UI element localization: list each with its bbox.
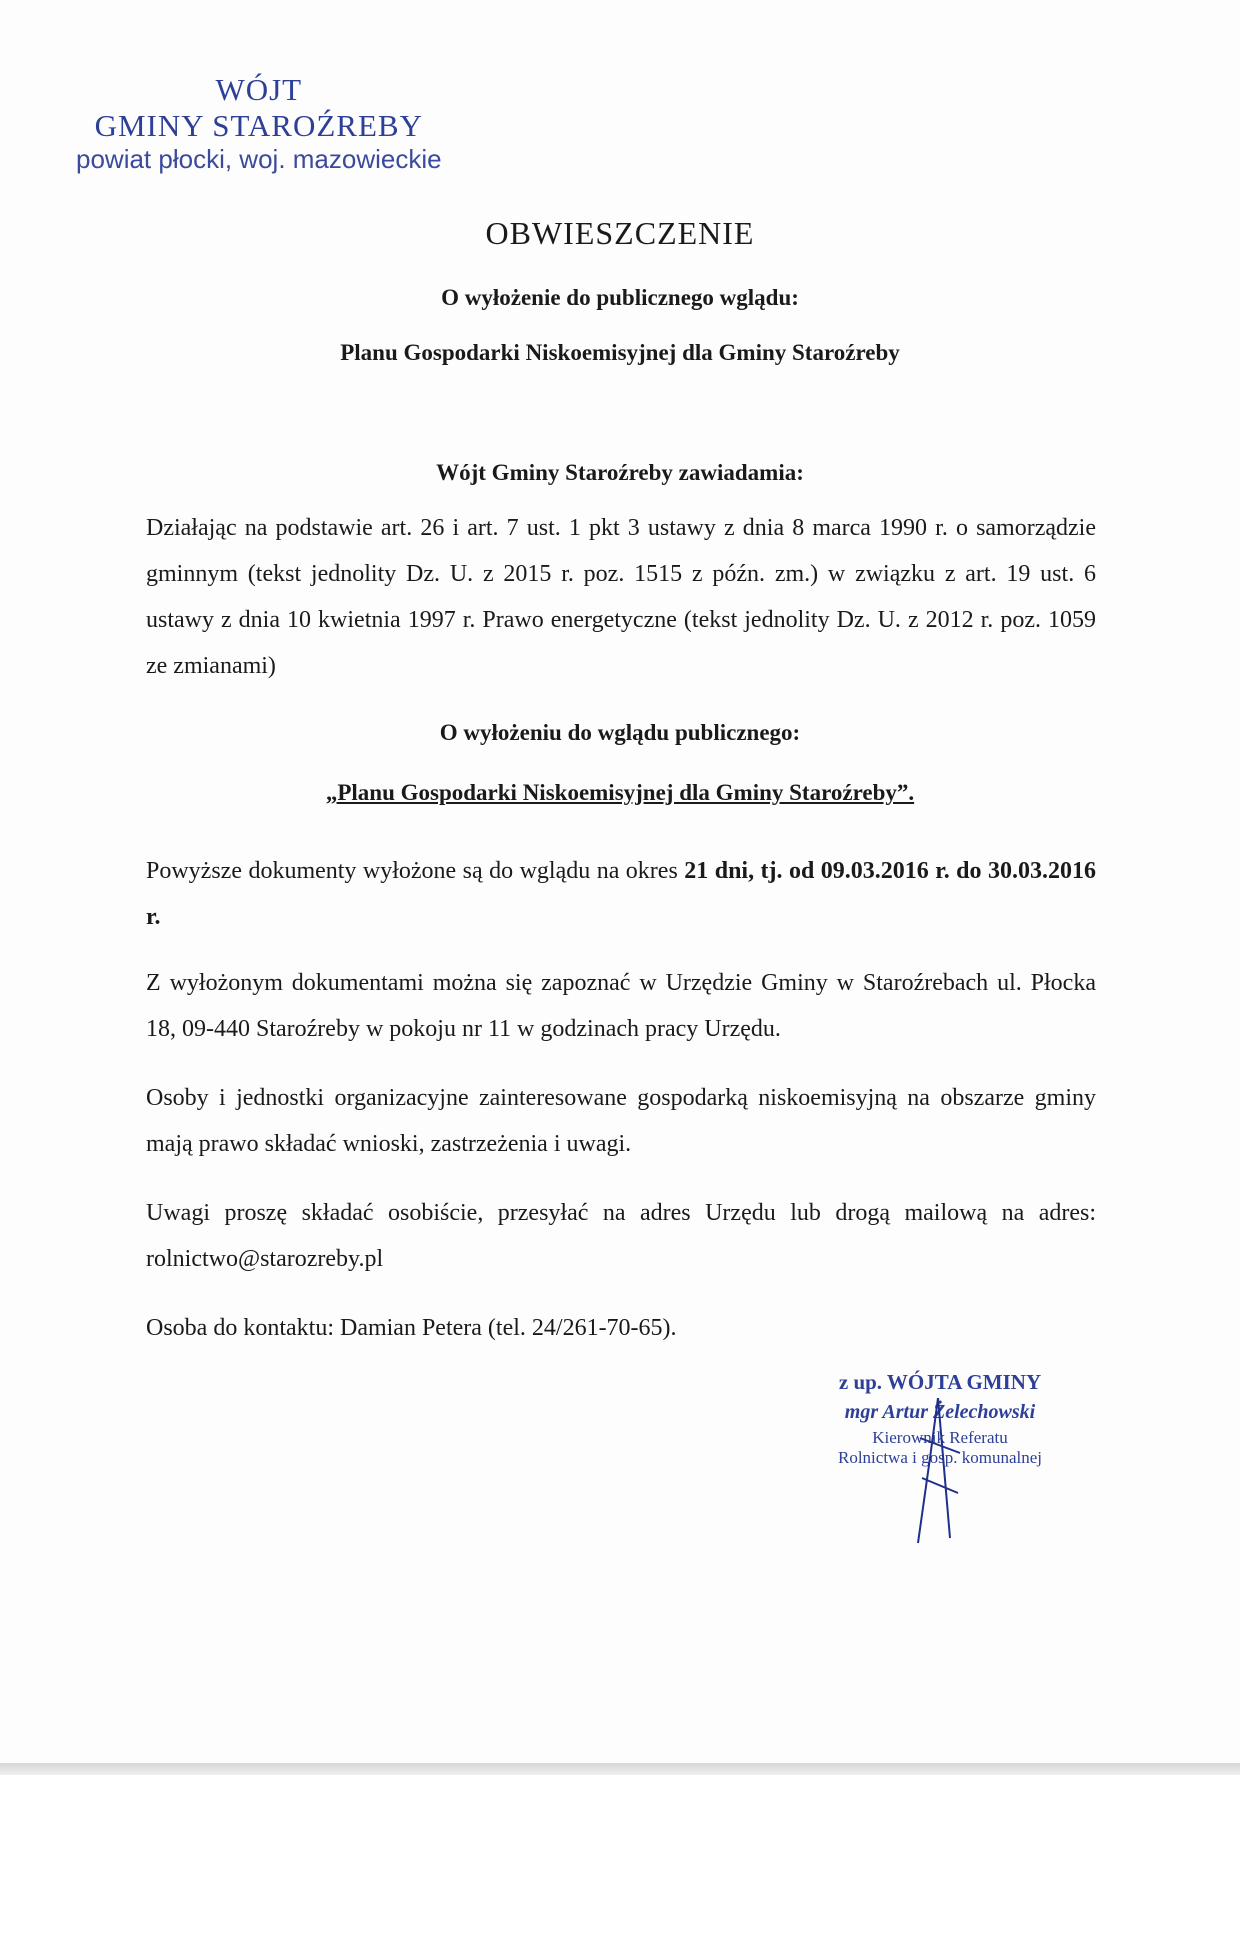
subtitle-public-view: O wyłożeniu do wglądu publicznego:	[439, 720, 801, 745]
subtitle-plan-quoted: „Planu Gospodarki Niskoemisyjnej dla Gminy Staroźreby”.	[325, 780, 915, 805]
submission-paragraph: Uwagi proszę składać osobiście, przesyłać na adres Urzędu lub drogą mailową na adres: rolnictwo@starozreby.pl	[146, 1200, 1096, 1272]
letterhead-location: powiat płocki, woj. mazowieckie	[76, 144, 442, 174]
letterhead	[76, 72, 442, 174]
handwritten-signature-icon	[900, 1398, 970, 1548]
stamp-authority: z up. WÓJTA GMINY	[838, 1370, 1042, 1394]
scan-edge	[0, 1763, 1240, 1775]
subtitle-plan: Planu Gospodarki Niskoemisyjnej dla Gminy Staroźreby	[340, 340, 900, 365]
announcement-heading: Wójt Gminy Staroźreby zawiadamia:	[436, 460, 804, 485]
legal-basis-paragraph: Działając na podstawie art. 26 i art. 7 ust. 1 pkt 3 ustawy z dnia 8 marca 1990 r. o samorządzie gminnym (tekst jednolity Dz. U. z 2015 r. poz. 1515 z późn. zm.) w związku z art. 19 ust. 6 ustawy z dnia 10 kwietnia 1997 r. Prawo energetyczne (tekst jednolity Dz. U. z 2012 r. poz. 1059 ze zmianami)	[146, 515, 1096, 679]
subtitle-display: O wyłożenie do publicznego wglądu:	[441, 285, 799, 310]
stamp-department: Rolnictwa i gosp. komunalnej	[838, 1448, 1042, 1467]
letterhead-office: GMINY STAROŹREBY	[94, 108, 423, 143]
display-period-text: Powyższe dokumenty wyłożone są do wglądu na okres	[146, 858, 685, 884]
display-period-dates: 21 dni, tj. od 09.03.2016 r. do 30.03.2016 r.	[146, 858, 1096, 930]
rights-paragraph: Osoby i jednostki organizacyjne zainteresowane gospodarką niskoemisyjną na obszarze gminy mają prawo składać wnioski, zastrzeżenia i uwagi.	[146, 1085, 1096, 1157]
letterhead-title: WÓJT	[215, 72, 303, 107]
display-period-paragraph	[146, 848, 1096, 940]
location-paragraph: Z wyłożonym dokumentami można się zapoznać w Urzędzie Gminy w Staroźrebach ul. Płocka 18, 09-440 Staroźreby w pokoju nr 11 w godzinach pracy Urzędu.	[146, 970, 1096, 1042]
contact-paragraph: Osoba do kontaktu: Damian Petera (tel. 24/261-70-65).	[146, 1315, 677, 1341]
stamp-name: mgr Artur Żelechowski	[844, 1401, 1036, 1423]
signature-stamp	[800, 1368, 1080, 1468]
stamp-position: Kierownik Referatu	[872, 1428, 1008, 1447]
document-title: OBWIESZCZENIE	[485, 215, 755, 251]
